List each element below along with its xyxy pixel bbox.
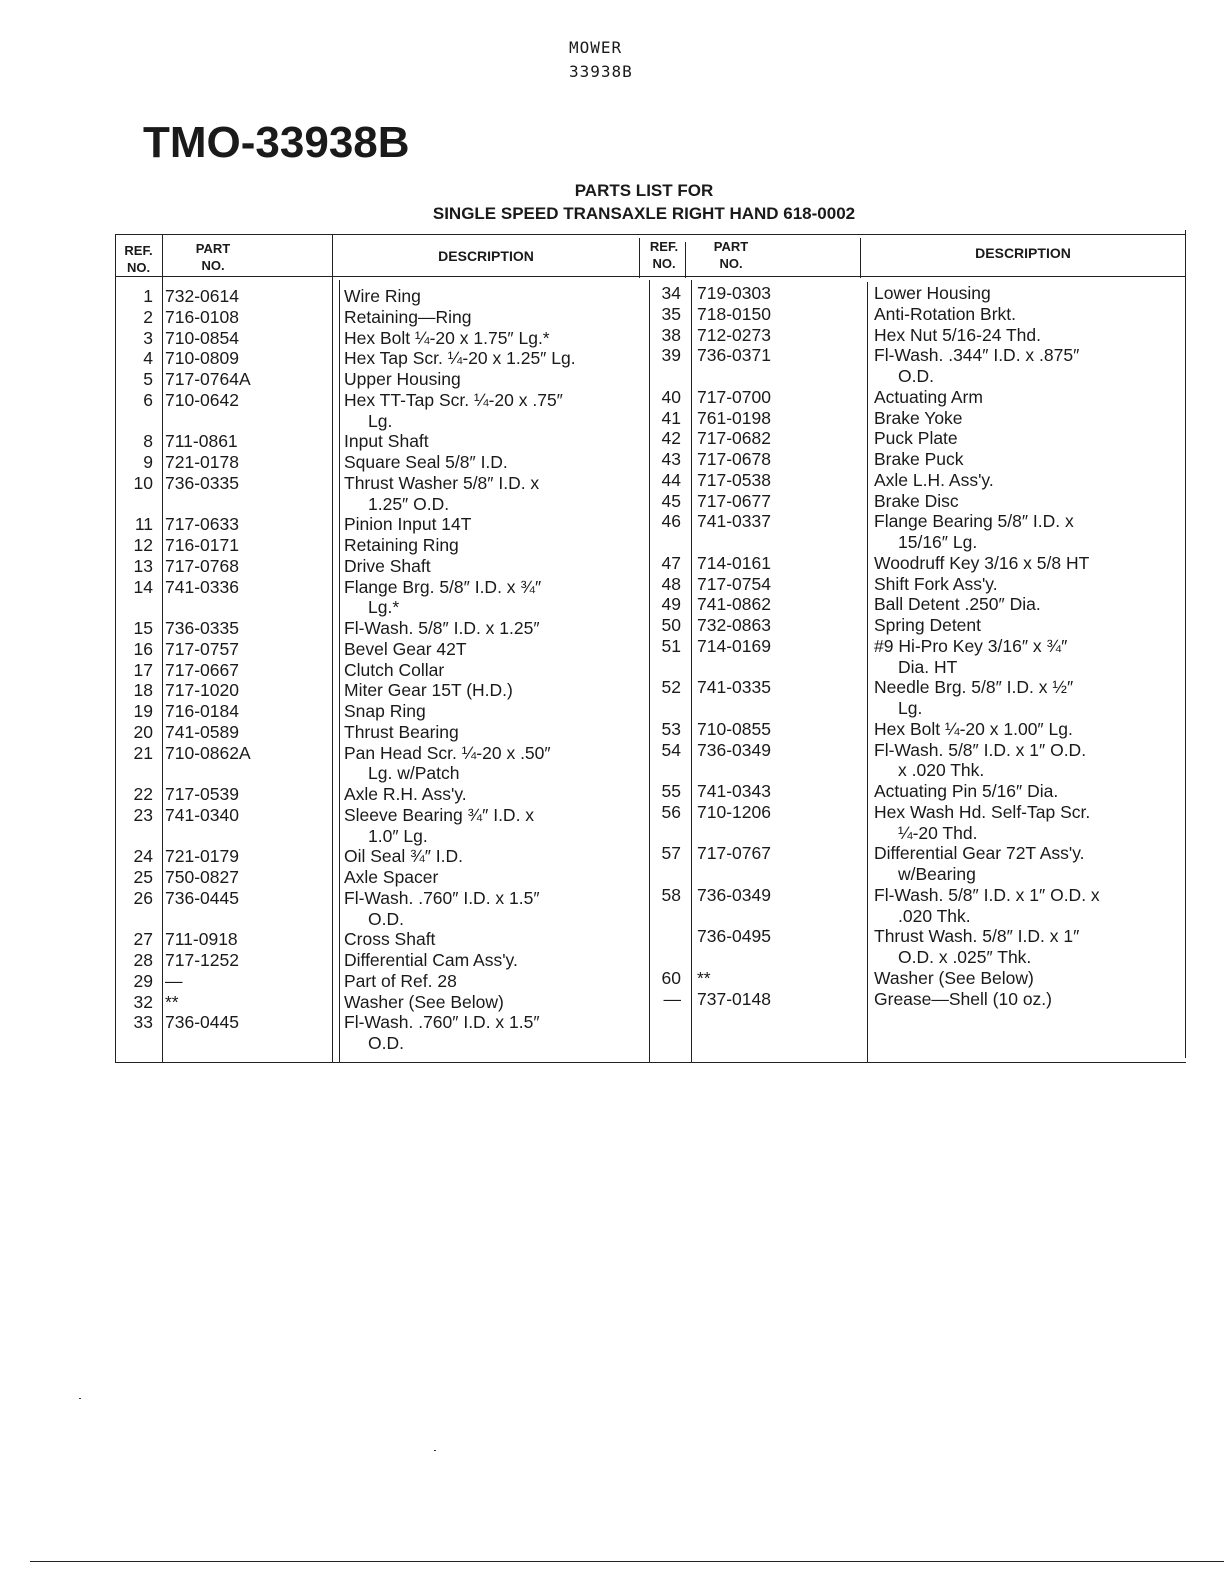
part-description: O.D. xyxy=(368,1033,404,1053)
ref-number: 49 xyxy=(661,594,681,615)
model-label: MOWER xyxy=(569,38,623,57)
part-description: Thrust Bearing xyxy=(344,721,459,742)
part-number: 717-1020 xyxy=(165,680,239,701)
part-description: Washer (See Below) xyxy=(344,991,504,1012)
ref-number: 24 xyxy=(133,846,153,867)
ref-number: 29 xyxy=(133,970,153,991)
ref-number: 50 xyxy=(661,615,681,635)
part-number: 719-0303 xyxy=(697,283,771,303)
part-number: 710-0809 xyxy=(165,348,239,369)
part-description: Hex Bolt ¼-20 x 1.00″ Lg. xyxy=(874,718,1073,739)
part-description: Shift Fork Ass'y. xyxy=(874,573,998,594)
part-description: Upper Housing xyxy=(344,369,461,389)
parts-list-heading: PARTS LIST FOR xyxy=(574,181,714,200)
part-description: Lg. w/Patch xyxy=(368,763,460,784)
ref-number: 51 xyxy=(661,635,681,656)
ref-number: 25 xyxy=(133,867,153,887)
part-number: 717-0539 xyxy=(165,784,239,804)
part-description: Retaining—Ring xyxy=(344,306,472,327)
part-description: #9 Hi-Pro Key 3/16″ x ¾″ xyxy=(874,635,1068,656)
part-description: Axle R.H. Ass'y. xyxy=(344,784,467,804)
part-number: 714-0169 xyxy=(697,635,771,656)
ref-number: 16 xyxy=(133,638,153,659)
ref-number: 47 xyxy=(661,552,681,573)
part-number: 732-0614 xyxy=(165,286,239,306)
part-number: 736-0349 xyxy=(697,884,771,905)
ref-number: 42 xyxy=(661,428,681,449)
ref-number: 23 xyxy=(133,804,153,825)
part-number: 711-0861 xyxy=(165,431,238,452)
part-number: 717-1252 xyxy=(165,950,239,970)
description-header-right: DESCRIPTION xyxy=(975,245,1071,261)
ref-number: 52 xyxy=(661,677,681,698)
part-number: 750-0827 xyxy=(165,867,239,887)
part-number: 717-0754 xyxy=(697,573,771,594)
part-description: Bevel Gear 42T xyxy=(344,638,467,659)
part-description: Wire Ring xyxy=(344,286,421,306)
part-description: Axle Spacer xyxy=(344,867,439,887)
ref-number: 41 xyxy=(661,407,681,428)
ref-number: 6 xyxy=(143,389,153,410)
part-description: Axle L.H. Ass'y. xyxy=(874,469,994,490)
column-divider xyxy=(332,234,333,1063)
part-description: Puck Plate xyxy=(874,428,958,449)
part-number: ** xyxy=(697,967,711,988)
part-description: Spring Detent xyxy=(874,615,982,635)
scan-speck xyxy=(434,1450,436,1451)
part-number: 736-0445 xyxy=(165,1012,239,1033)
model-number: 33938B xyxy=(569,62,633,81)
part-description: Lg. xyxy=(898,698,923,718)
ref-number: 60 xyxy=(661,967,681,988)
ref-number: — xyxy=(663,988,681,1009)
ref-number: 17 xyxy=(133,659,153,680)
ref-number: 48 xyxy=(661,573,681,594)
part-number: 710-0854 xyxy=(165,327,239,348)
part-description: ¼-20 Thd. xyxy=(898,822,978,843)
part-number: 736-0371 xyxy=(697,345,771,366)
part-number: 717-0633 xyxy=(165,514,239,535)
ref-number: 55 xyxy=(661,781,681,801)
part-description: Hex Wash Hd. Self-Tap Scr. xyxy=(874,801,1091,822)
ref-number: 4 xyxy=(143,348,153,369)
part-description: Lg.* xyxy=(368,597,400,618)
part-description: Square Seal 5/8″ I.D. xyxy=(344,452,508,472)
ref-number: 39 xyxy=(661,345,681,366)
part-description: Miter Gear 15T (H.D.) xyxy=(344,680,513,701)
part-description: Brake Yoke xyxy=(874,407,963,428)
part-description: Hex Nut 5/16-24 Thd. xyxy=(874,324,1041,345)
part-number: — xyxy=(165,970,183,991)
part-description: Brake Disc xyxy=(874,490,959,511)
part-description: Differential Gear 72T Ass'y. xyxy=(874,843,1085,864)
part-number: 716-0171 xyxy=(165,535,239,555)
ref-number: 10 xyxy=(133,472,153,493)
part-number: 717-0700 xyxy=(697,386,771,407)
part-no-header: PART NO. xyxy=(195,241,231,273)
ref-number: 13 xyxy=(133,555,153,576)
part-description: Fl-Wash. .760″ I.D. x 1.5″ xyxy=(344,1012,540,1033)
part-description: .020 Thk. xyxy=(898,905,971,926)
table-border-bottom xyxy=(115,1062,1186,1063)
part-description: Ball Detent .250″ Dia. xyxy=(874,594,1041,615)
part-description: Thrust Wash. 5/8″ I.D. x 1″ xyxy=(874,926,1080,947)
table-border-top xyxy=(115,234,1186,235)
part-number: ** xyxy=(165,991,179,1012)
part-description: Retaining Ring xyxy=(344,535,459,555)
part-description: x .020 Thk. xyxy=(898,760,985,781)
ref-number: 12 xyxy=(133,535,153,555)
part-description: Woodruff Key 3/16 x 5/8 HT xyxy=(874,552,1090,573)
ref-number: 38 xyxy=(661,324,681,345)
part-description: Actuating Pin 5/16″ Dia. xyxy=(874,781,1059,801)
part-description: Dia. HT xyxy=(898,656,958,677)
part-number: 736-0445 xyxy=(165,887,239,908)
part-description: O.D. x .025″ Thk. xyxy=(898,947,1032,967)
ref-number: 11 xyxy=(134,514,153,535)
part-description: Hex Tap Scr. ¼-20 x 1.25″ Lg. xyxy=(344,348,576,369)
ref-number: 33 xyxy=(133,1012,153,1033)
part-description: Flange Brg. 5/8″ I.D. x ¾″ xyxy=(344,576,542,597)
part-number: 721-0179 xyxy=(165,846,239,867)
ref-number: 27 xyxy=(133,929,153,950)
part-number: 717-0667 xyxy=(165,659,239,680)
part-description: Fl-Wash. .760″ I.D. x 1.5″ xyxy=(344,887,540,908)
ref-number: 2 xyxy=(143,306,153,327)
part-number: 741-0589 xyxy=(165,721,239,742)
part-number: 710-1206 xyxy=(697,801,771,822)
part-number: 717-0767 xyxy=(697,843,771,864)
part-description: Part of Ref. 28 xyxy=(344,970,457,991)
part-number: 718-0150 xyxy=(697,303,771,324)
part-description: Anti-Rotation Brkt. xyxy=(874,303,1016,324)
part-description: Differential Cam Ass'y. xyxy=(344,950,518,970)
ref-number: 40 xyxy=(661,386,681,407)
ref-number: 56 xyxy=(661,801,681,822)
part-description: O.D. xyxy=(368,908,404,929)
ref-no-header: REF. NO. xyxy=(124,243,153,275)
part-description: w/Bearing xyxy=(898,864,976,884)
ref-number: 26 xyxy=(133,887,153,908)
ref-number: 20 xyxy=(133,721,153,742)
part-number: 716-0184 xyxy=(165,701,239,721)
part-description: Washer (See Below) xyxy=(874,967,1034,988)
part-description: Fl-Wash. 5/8″ I.D. x 1″ O.D. xyxy=(874,739,1087,760)
ref-number: 43 xyxy=(661,449,681,469)
ref-number: 3 xyxy=(143,327,153,348)
part-number: 710-0642 xyxy=(165,389,239,410)
part-number: 721-0178 xyxy=(165,452,239,472)
part-no-header-right: PART NO. xyxy=(713,239,749,271)
ref-number: 44 xyxy=(661,469,681,490)
part-description: O.D. xyxy=(898,366,934,386)
document-title: TMO-33938B xyxy=(143,118,410,167)
part-description: Pan Head Scr. ¼-20 x .50″ xyxy=(344,742,551,763)
ref-number: 34 xyxy=(661,283,681,303)
part-description: Needle Brg. 5/8″ I.D. x ½″ xyxy=(874,677,1074,698)
parts-list-subheading: SINGLE SPEED TRANSAXLE RIGHT HAND 618-0002 xyxy=(432,204,856,223)
part-description: Fl-Wash. 5/8″ I.D. x 1″ O.D. x xyxy=(874,884,1100,905)
part-number: 717-0757 xyxy=(165,638,239,659)
ref-number: 58 xyxy=(661,884,681,905)
part-number: 711-0918 xyxy=(165,929,238,950)
part-description: Input Shaft xyxy=(344,431,429,452)
description-header: DESCRIPTION xyxy=(438,248,534,264)
ref-number: 53 xyxy=(661,718,681,739)
ref-number: 19 xyxy=(133,701,153,721)
part-description: Sleeve Bearing ¾″ I.D. x xyxy=(344,804,535,825)
ref-number: 9 xyxy=(143,452,153,472)
part-description: Lg. xyxy=(368,410,393,431)
part-number: 741-0343 xyxy=(697,781,771,801)
ref-number: 21 xyxy=(133,742,153,763)
part-description: Lower Housing xyxy=(874,283,991,303)
column-divider xyxy=(867,282,868,1063)
part-description: Cross Shaft xyxy=(344,929,436,950)
part-number: 741-0336 xyxy=(165,576,239,597)
part-number: 710-0862A xyxy=(165,742,251,763)
part-description: Fl-Wash. 5/8″ I.D. x 1.25″ xyxy=(344,618,540,638)
ref-number: 54 xyxy=(661,739,681,760)
part-description: Pinion Input 14T xyxy=(344,514,472,535)
ref-number: 8 xyxy=(143,431,153,452)
column-divider xyxy=(639,238,640,278)
ref-number: 14 xyxy=(133,576,153,597)
part-number: 717-0768 xyxy=(165,555,239,576)
ref-number: 18 xyxy=(133,680,153,701)
part-number: 736-0349 xyxy=(697,739,771,760)
ref-number: 5 xyxy=(143,369,153,389)
part-description: Brake Puck xyxy=(874,449,964,469)
part-number: 717-0538 xyxy=(697,469,771,490)
part-number: 741-0862 xyxy=(697,594,771,615)
part-description: Drive Shaft xyxy=(344,555,431,576)
ref-number: 1 xyxy=(143,286,153,306)
ref-number: 35 xyxy=(661,303,681,324)
part-number: 717-0682 xyxy=(697,428,771,449)
column-divider xyxy=(691,280,692,1063)
part-description: Hex TT-Tap Scr. ¼-20 x .75″ xyxy=(344,389,563,410)
part-description: Fl-Wash. .344″ I.D. x .875″ xyxy=(874,345,1080,366)
part-number: 736-0335 xyxy=(165,472,239,493)
header-rule xyxy=(115,276,1186,277)
parts-table xyxy=(115,230,1186,1063)
part-description: Actuating Arm xyxy=(874,386,983,407)
scan-speck xyxy=(79,1398,81,1399)
part-number: 717-0678 xyxy=(697,449,771,469)
page-bottom-rule xyxy=(30,1561,1224,1562)
part-description: 1.25″ O.D. xyxy=(368,493,450,514)
ref-number: 46 xyxy=(661,511,681,532)
ref-number: 57 xyxy=(661,843,681,864)
part-number: 716-0108 xyxy=(165,306,239,327)
part-description: Grease—Shell (10 oz.) xyxy=(874,988,1052,1009)
table-border-right xyxy=(1185,230,1186,1058)
ref-number: 15 xyxy=(133,618,153,638)
part-number: 717-0677 xyxy=(697,490,771,511)
part-description: Snap Ring xyxy=(344,701,426,721)
part-number: 761-0198 xyxy=(697,407,771,428)
part-number: 712-0273 xyxy=(697,324,771,345)
part-description: Thrust Washer 5/8″ I.D. x xyxy=(344,472,540,493)
part-description: Clutch Collar xyxy=(344,659,445,680)
part-description: Hex Bolt ¼-20 x 1.75″ Lg.* xyxy=(344,327,550,348)
part-description: 1.0″ Lg. xyxy=(368,825,428,846)
part-number: 741-0337 xyxy=(697,511,771,532)
ref-number: 28 xyxy=(133,950,153,970)
part-number: 710-0855 xyxy=(697,718,771,739)
part-number: 736-0495 xyxy=(697,926,771,947)
part-description: Oil Seal ¾″ I.D. xyxy=(344,846,464,867)
column-divider xyxy=(339,280,340,1063)
part-number: 714-0161 xyxy=(697,552,771,573)
part-description: 15/16″ Lg. xyxy=(898,532,978,552)
ref-no-header-right: REF. NO. xyxy=(649,239,679,271)
column-divider xyxy=(162,234,163,1063)
part-description: Flange Bearing 5/8″ I.D. x xyxy=(874,511,1074,532)
part-number: 717-0764A xyxy=(165,369,251,389)
part-number: 737-0148 xyxy=(697,988,771,1009)
ref-number: 32 xyxy=(133,991,153,1012)
ref-number: 22 xyxy=(133,784,153,804)
ref-number: 45 xyxy=(661,490,681,511)
part-number: 741-0335 xyxy=(697,677,771,698)
part-number: 741-0340 xyxy=(165,804,239,825)
part-number: 736-0335 xyxy=(165,618,239,638)
part-number: 732-0863 xyxy=(697,615,771,635)
